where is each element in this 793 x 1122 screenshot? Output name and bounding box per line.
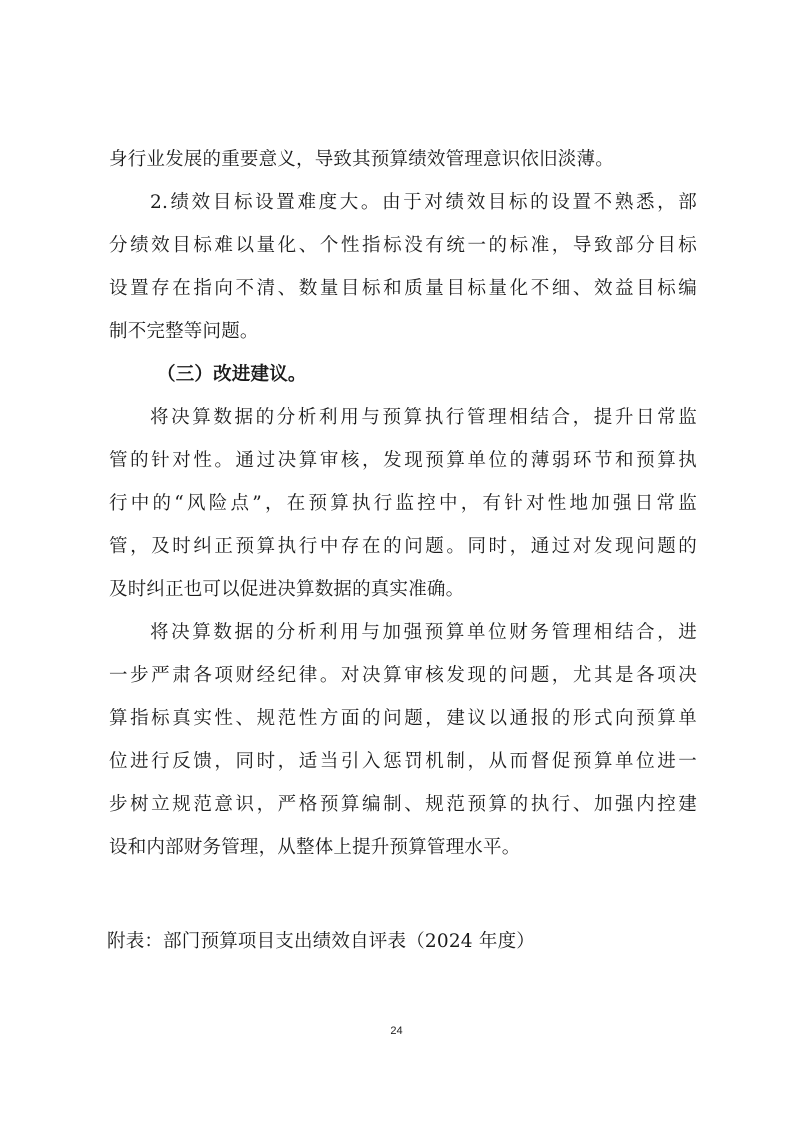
page-number: 24 xyxy=(390,1025,403,1037)
text-line: 一步严肃各项财经纪律。对决算审核发现的问题，尤其是各项决 xyxy=(109,665,697,686)
text-line: 制不完整等问题。 xyxy=(109,321,259,342)
text-line: 身行业发展的重要意义，导致其预算绩效管理意识依旧淡薄。 xyxy=(109,149,614,170)
text-line: 2.绩效目标设置难度大。由于对绩效目标的设置不熟悉，部 xyxy=(150,192,697,213)
text-line: 将决算数据的分析利用与预算执行管理相结合，提升日常监 xyxy=(150,407,697,428)
text-line: 分绩效目标难以量化、个性指标没有统一的标准，导致部分目标 xyxy=(109,235,697,256)
text-line: 将决算数据的分析利用与加强预算单位财务管理相结合，进 xyxy=(150,622,697,643)
text-line: 步树立规范意识，严格预算编制、规范预算的执行、加强内控建 xyxy=(109,794,697,815)
section-heading: （三）改进建议。 xyxy=(157,364,307,385)
text-line: 行中的“风险点”，在预算执行监控中，有针对性地加强日常监 xyxy=(109,493,697,514)
text-line: 管的针对性。通过决算审核，发现预算单位的薄弱环节和预算执 xyxy=(109,450,697,471)
text-line: 算指标真实性、规范性方面的问题，建议以通报的形式向预算单 xyxy=(109,708,697,729)
text-line: 位进行反馈，同时，适当引入惩罚机制，从而督促预算单位进一 xyxy=(109,751,697,772)
text-line: 及时纠正也可以促进决算数据的真实准确。 xyxy=(109,579,465,600)
text-line: 设和内部财务管理，从整体上提升预算管理水平。 xyxy=(109,837,521,858)
text-line: 管，及时纠正预算执行中存在的问题。同时，通过对发现问题的 xyxy=(109,536,697,557)
attachment-note: 附表：部门预算项目支出绩效自评表（2024 年度） xyxy=(107,931,535,952)
text-line: 设置存在指向不清、数量目标和质量目标量化不细、效益目标编 xyxy=(109,278,697,299)
